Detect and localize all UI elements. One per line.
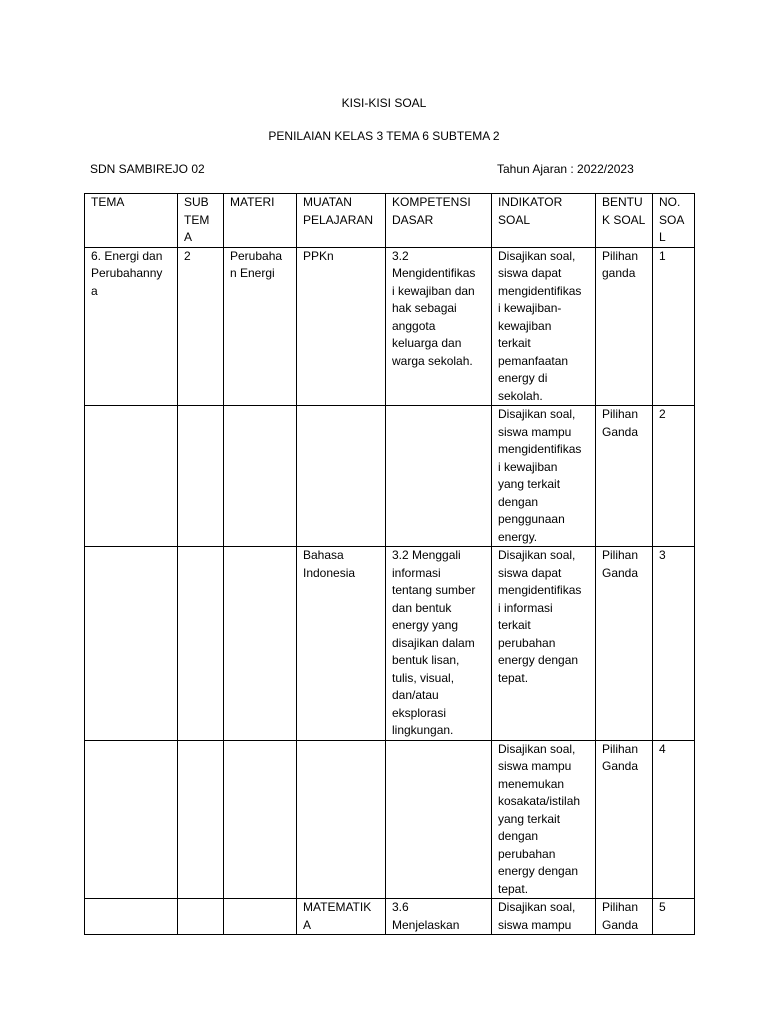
cell-muatan: [297, 406, 386, 547]
column-header-indikator: INDIKATOR SOAL: [492, 194, 596, 248]
cell-bentuk: Pilihan Ganda: [596, 899, 653, 935]
document-title: KISI-KISI SOAL: [341, 96, 427, 110]
cell-materi: [224, 740, 297, 899]
cell-tema: [85, 899, 178, 935]
cell-muatan: Bahasa Indonesia: [297, 547, 386, 741]
cell-indikator: Disajikan soal, siswa dapat mengidentifikas i informasi terkait perubahan energy dengan tepat.: [492, 547, 596, 741]
column-header-subtema: SUB TEM A: [178, 194, 224, 248]
cell-materi: [224, 899, 297, 935]
cell-indikator: Disajikan soal, siswa dapat mengidentifikas i kewajiban- kewajiban terkait pemanfaatan energy di sekolah.: [492, 247, 596, 406]
cell-bentuk: Pilihan Ganda: [596, 406, 653, 547]
cell-tema: 6. Energi dan Perubahanny a: [85, 247, 178, 406]
cell-no: 1: [653, 247, 695, 406]
cell-kompetensi: 3.2 Menggali informasi tentang sumber dan bentuk energy yang disajikan dalam bentuk lisan, tulis, visual, dan/atau eksplorasi lingkungan.: [386, 547, 492, 741]
column-header-no: NO. SOA L: [653, 194, 695, 248]
cell-muatan: MATEMATIK A: [297, 899, 386, 935]
document-subtitle: PENILAIAN KELAS 3 TEMA 6 SUBTEMA 2: [268, 129, 500, 143]
cell-kompetensi: [386, 740, 492, 899]
cell-no: 4: [653, 740, 695, 899]
cell-bentuk: Pilihan Ganda: [596, 547, 653, 741]
column-header-materi: MATERI: [224, 194, 297, 248]
cell-no: 2: [653, 406, 695, 547]
cell-no: 5: [653, 899, 695, 935]
school-name: SDN SAMBIREJO 02: [90, 162, 205, 176]
table-row: [85, 247, 695, 406]
cell-kompetensi: [386, 406, 492, 547]
column-header-kompetensi: KOMPETENSI DASAR: [386, 194, 492, 248]
cell-subtema: [178, 899, 224, 935]
table-row: [85, 740, 695, 899]
cell-indikator: Disajikan soal, siswa mampu mengidentifikas i kewajiban yang terkait dengan penggunaan energy.: [492, 406, 596, 547]
cell-no: 3: [653, 547, 695, 741]
academic-year: Tahun Ajaran : 2022/2023: [497, 162, 634, 176]
cell-subtema: [178, 547, 224, 741]
table-row: [85, 547, 695, 741]
cell-bentuk: Pilihan Ganda: [596, 740, 653, 899]
column-header-muatan: MUATAN PELAJARAN: [297, 194, 386, 248]
cell-subtema: [178, 406, 224, 547]
cell-tema: [85, 406, 178, 547]
cell-kompetensi: 3.6 Menjelaskan: [386, 899, 492, 935]
cell-tema: [85, 547, 178, 741]
table-header-row: [85, 194, 695, 248]
cell-indikator: Disajikan soal, siswa mampu menemukan kosakata/istilah yang terkait dengan perubahan energy dengan tepat.: [492, 740, 596, 899]
cell-indikator: Disajikan soal, siswa mampu: [492, 899, 596, 935]
cell-tema: [85, 740, 178, 899]
cell-materi: Perubaha n Energi: [224, 247, 297, 406]
cell-materi: [224, 406, 297, 547]
table-row: [85, 899, 695, 935]
cell-muatan: [297, 740, 386, 899]
cell-subtema: 2: [178, 247, 224, 406]
column-header-bentuk: BENTU K SOAL: [596, 194, 653, 248]
cell-bentuk: Pilihan ganda: [596, 247, 653, 406]
column-header-tema: TEMA: [85, 194, 178, 248]
kisi-kisi-table: [84, 193, 695, 935]
cell-subtema: [178, 740, 224, 899]
table-row: [85, 406, 695, 547]
cell-kompetensi: 3.2 Mengidentifikas i kewajiban dan hak sebagai anggota keluarga dan warga sekolah.: [386, 247, 492, 406]
cell-muatan: PPKn: [297, 247, 386, 406]
cell-materi: [224, 547, 297, 741]
